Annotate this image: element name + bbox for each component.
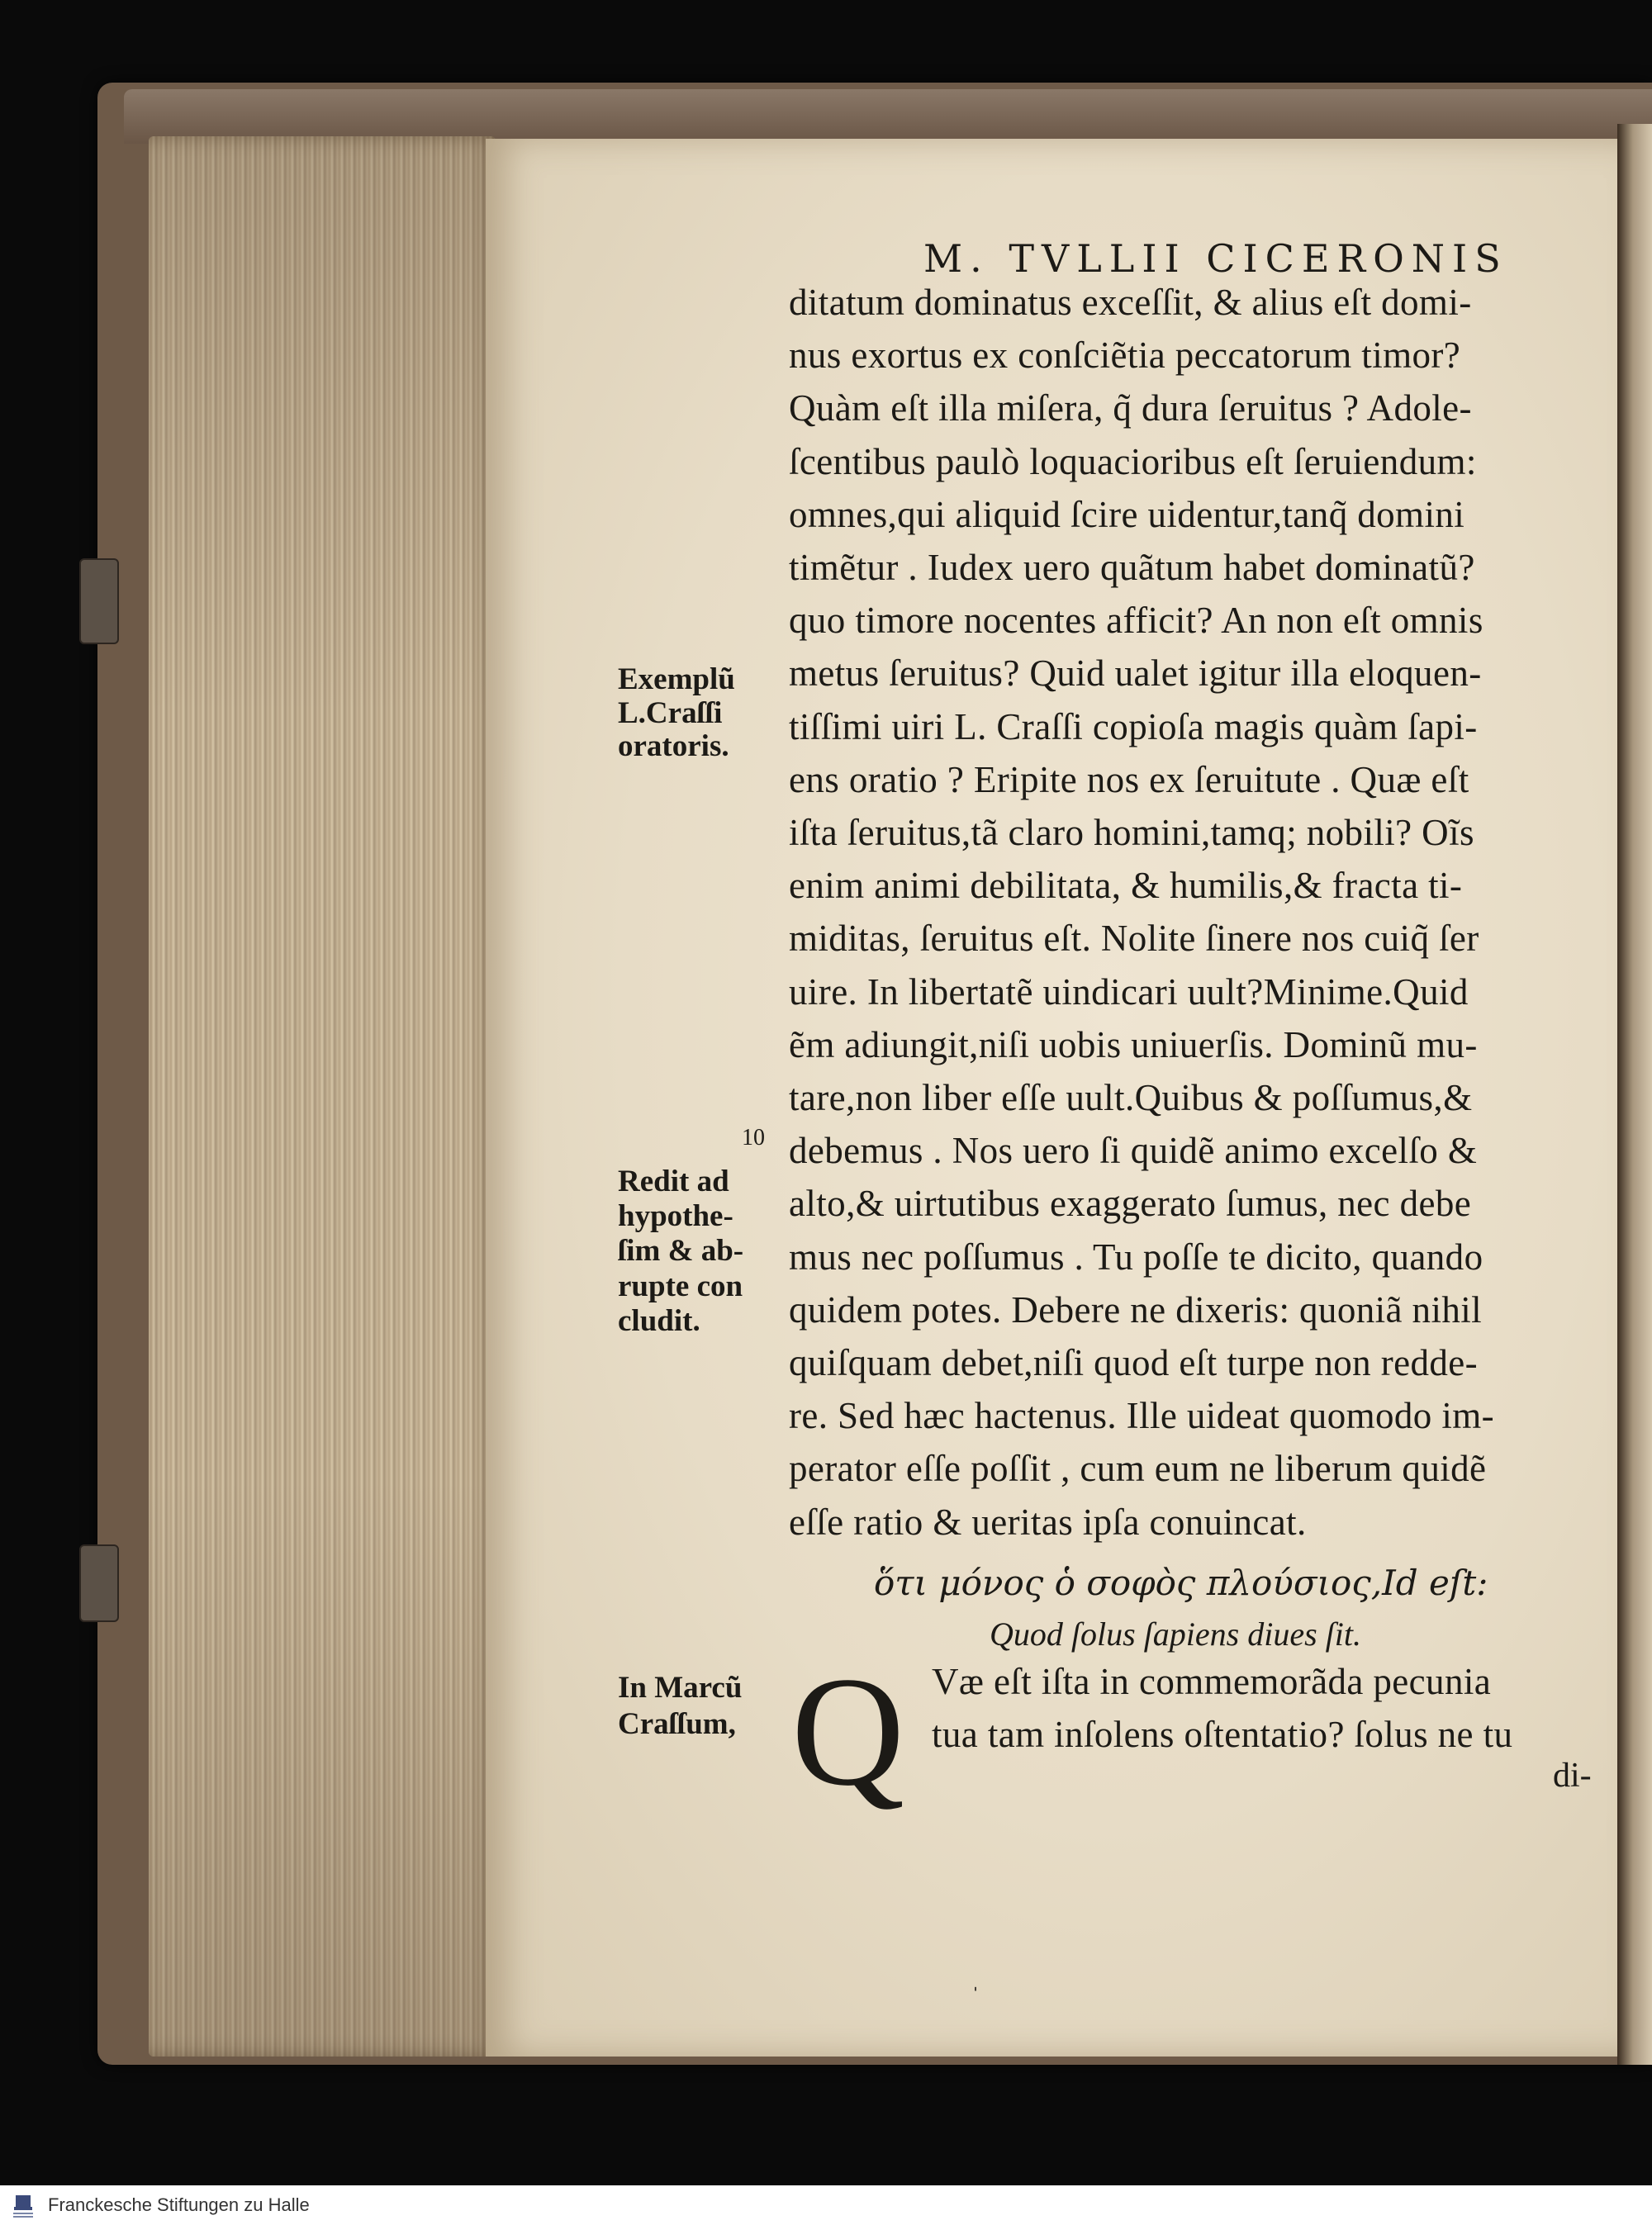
body-line: miditas, ſeruitus eſt. Nolite ſinere nos cuiq̃ ſer [789, 918, 1479, 960]
margin-note-line: ſim & ab- [618, 1234, 744, 1269]
body-line: enim animi debilitata, & humilis,& fracta ti- [789, 865, 1463, 907]
margin-note-line: In Marcũ [618, 1671, 743, 1705]
margin-note-line: Redit ad [618, 1165, 729, 1198]
body-line: mus nec poſſumus . Tu poſſe te dicito, quando [789, 1236, 1483, 1278]
body-line: uire. In libertatẽ uindicari uult?Minime.Quid [789, 970, 1469, 1013]
body-line: eſſe ratio & ueritas ipſa conuincat. [789, 1501, 1307, 1543]
body-line: perator eſſe poſſit , cum eum ne liberum quidẽ [789, 1448, 1487, 1490]
margin-note-exemplum [618, 663, 735, 764]
body-line: iſta ſeruitus,tã claro homini,tamq; nobili? Oĩs [789, 812, 1474, 853]
line-number: 10 [742, 1125, 765, 1150]
margin-note-line: rupte con [618, 1269, 743, 1303]
margin-note-line: L.Craſſi [618, 695, 723, 730]
greek-heading: ὅτι μόνος ὁ σοφὸς πλούσιος,Id eſt: [874, 1563, 1488, 1603]
body-line: debemus . Nos uero ſi quidẽ animo excelſo & [789, 1130, 1478, 1172]
stray-mark: ˌ [971, 1964, 980, 1991]
section-subtitle: Quod ſolus ſapiens diues ſit. [990, 1615, 1361, 1653]
body-line: ſcentibus paulò loquacioribus eſt ſeruiendum: [789, 440, 1477, 482]
margin-note-redit [618, 1165, 743, 1339]
library-logo-icon [8, 2190, 38, 2220]
body-line: nus exortus ex conſciẽtia peccatorum timor? [789, 334, 1461, 377]
body-line: alto,& uirtutibus exaggerato ſumus, nec debe [789, 1183, 1472, 1225]
body-line: metus ſeruitus? Quid ualet igitur illa eloquen- [789, 652, 1482, 695]
margin-note-line: cludit. [618, 1303, 700, 1338]
final-line: Væ eſt iſta in commemorãda pecunia [932, 1661, 1492, 1702]
margin-note-line: hypothe- [618, 1199, 733, 1234]
clasp-upper [79, 558, 119, 644]
body-line: re. Sed hæc hactenus. Ille uideat quomodo im- [789, 1395, 1495, 1437]
margin-note-line: Exemplũ [618, 662, 735, 696]
body-line: quo timore nocentes afficit? An non eſt omnis [789, 600, 1483, 642]
body-line: ens oratio ? Eripite nos ex ſeruitute . Quæ eſt [789, 758, 1469, 800]
footer-label: Franckesche Stiftungen zu Halle [48, 2194, 310, 2215]
body-line: timẽtur . Iudex uero quãtum habet dominatũ? [789, 547, 1475, 588]
margin-note-line: oratoris. [618, 729, 729, 764]
margin-note-line: Craſſum, [618, 1707, 736, 1742]
page-stack-shade [149, 136, 496, 2057]
body-line: ditatum dominatus exceſſit, & alius eſt domi- [789, 282, 1472, 323]
body-line: tiſſimi uiri L. Craſſi copioſa magis quàm ſapi- [789, 705, 1478, 747]
body-line: quidem potes. Debere ne dixeris: quoniã nihil [789, 1288, 1483, 1331]
body-line: ẽm adiungit,niſi uobis uniuerſis. Dominũ mu- [789, 1023, 1478, 1065]
margin-note-marcum [618, 1670, 742, 1743]
body-line: omnes,qui aliquid ſcire uidentur,tanq̃ domini [789, 493, 1465, 535]
footer-bar [0, 2185, 1652, 2225]
page-gutter [1617, 124, 1652, 2065]
body-line: Quàm eſt illa miſera, q̃ dura ſeruitus ? Adole- [789, 387, 1472, 429]
catchword: di- [1553, 1757, 1592, 1795]
drop-cap-initial: Q [791, 1645, 905, 1819]
running-header: M. TVLLII CICERONIS [923, 236, 1508, 281]
body-line: quiſquam debet,niſi quod eſt turpe non redde- [789, 1342, 1479, 1383]
clasp-lower [79, 1544, 119, 1622]
body-line: tare,non liber eſſe uult.Quibus & poſſumus,& [789, 1077, 1473, 1118]
final-line: tua tam inſolens oſtentatio? ſolus ne tu [932, 1714, 1513, 1755]
